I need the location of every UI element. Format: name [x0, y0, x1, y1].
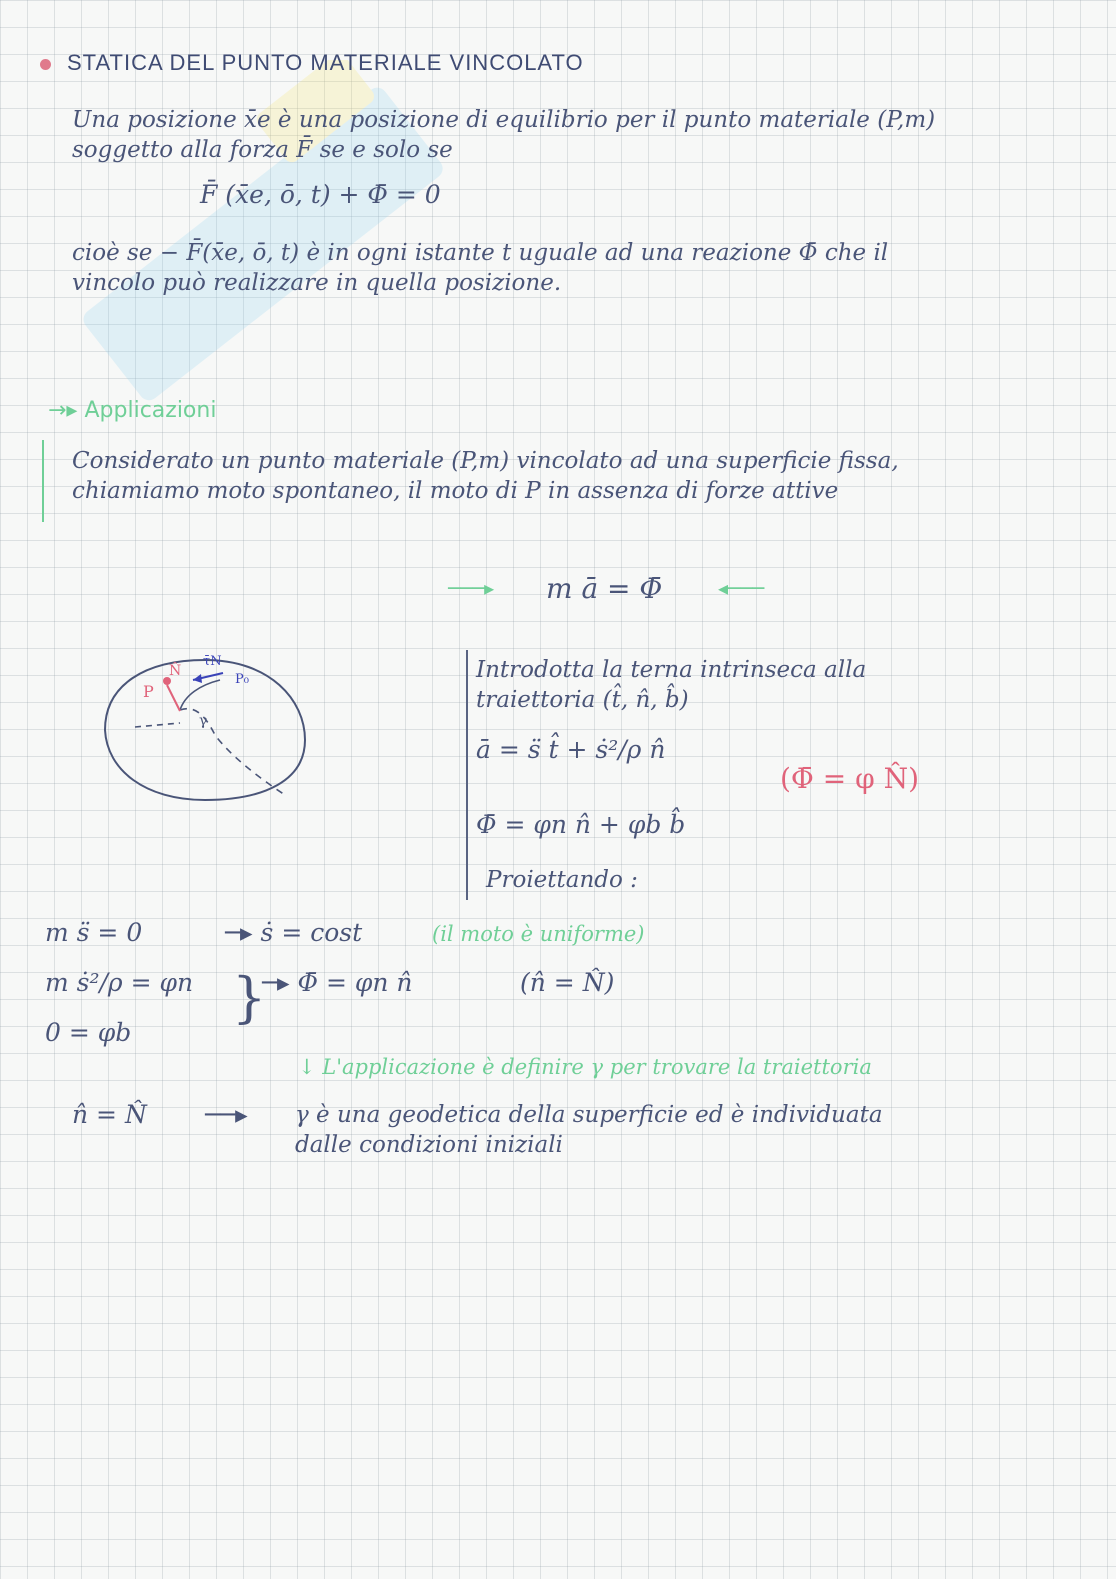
projection-result-note: (n̂ = N̂)	[520, 968, 615, 997]
page-title-text: STATICA DEL PUNTO MATERIALE VINCOLATO	[67, 50, 584, 75]
label-N: N̂	[169, 663, 182, 679]
projection-tangent-result	[225, 918, 362, 947]
trajectory-curve	[180, 680, 220, 710]
main-equation-row	[448, 568, 808, 612]
uniform-motion-note: (il moto è uniforme)	[432, 922, 645, 946]
bullet-icon	[40, 59, 51, 70]
equation-acceleration: ā = s̈ t̂ + ṡ²/ρ n̂	[476, 735, 666, 764]
intrinsic-bar	[466, 650, 468, 900]
application-note	[298, 1055, 872, 1079]
brace-icon: }	[232, 966, 267, 1029]
section-applications-label: Applicazioni	[84, 398, 217, 423]
arrow-right-icon: ──▸	[205, 1100, 248, 1129]
arrow-left-icon: ◂───	[718, 576, 765, 600]
arrow-right-icon: ───▸	[448, 576, 495, 600]
tangent-arrowhead	[193, 674, 202, 683]
surface-outline	[105, 660, 305, 800]
final-condition: n̂ = N̂	[72, 1100, 147, 1129]
trajectory-dashed	[180, 709, 285, 795]
paragraph-equilibrium: Una posizione x̄e è una posizione di equilibrio per il punto materiale (P,m) soggetto alla forza F̄ se e solo se	[72, 107, 936, 163]
equation-reaction-normal: (Φ̄ = φ N̂)	[780, 762, 920, 795]
section-bar	[42, 440, 44, 522]
normal-vector	[167, 685, 180, 711]
paragraph-condition: cioè se − F̄(x̄e, ō, t) è in ogni istante t uguale ad una reazione Φ̄ che il vincolo può realizzare in quella posizione.	[72, 240, 889, 296]
projection-tangent-result-text: ṡ = cost	[260, 918, 363, 947]
arrow-right-icon: ─▸	[225, 918, 261, 947]
arrow-down-icon: ↓	[298, 1055, 323, 1079]
projection-tangent: m s̈ = 0	[45, 918, 143, 947]
arrow-right-icon: ─▸	[262, 968, 298, 997]
section-applications	[48, 398, 216, 423]
projection-result	[262, 968, 413, 997]
intrinsic-frame-text: Introdotta la terna intrinseca alla traiettoria (t̂, n̂, b̂)	[476, 657, 867, 713]
equation-equilibrium: F̄ (x̄e, ō, t) + Φ̄ = 0	[200, 180, 441, 209]
paragraph-spontaneous-motion: Considerato un punto materiale (P,m) vincolato ad una superficie fissa, chiamiamo moto spontaneo, il moto di P in assenza di forze attive	[72, 448, 899, 504]
label-P: P	[143, 682, 154, 701]
arrow-right-icon: →▸	[48, 398, 85, 423]
projection-result-text: Φ̄ = φn n̂	[297, 968, 413, 997]
label-tN: τ̄N	[203, 654, 222, 669]
trajectory-dashed-left	[135, 723, 180, 727]
projection-binormal: 0 = φb	[45, 1018, 132, 1047]
label-P0: P₀	[235, 672, 249, 687]
equation-main: m ā = Φ̄	[546, 572, 663, 605]
projecting-label: Proiettando :	[486, 867, 638, 893]
equation-reaction: Φ̄ = φn n̂ + φb b̂	[476, 810, 686, 839]
application-note-text: L'applicazione è definire γ per trovare la traiettoria	[322, 1055, 872, 1079]
surface-diagram	[95, 645, 315, 810]
geodesic-conclusion: γ è una geodetica della superficie ed è individuata dalle condizioni iniziali	[295, 1102, 883, 1158]
projection-normal: m ṡ²/ρ = φn	[45, 968, 194, 997]
label-gamma: γ	[199, 713, 208, 729]
page-title	[40, 50, 584, 76]
